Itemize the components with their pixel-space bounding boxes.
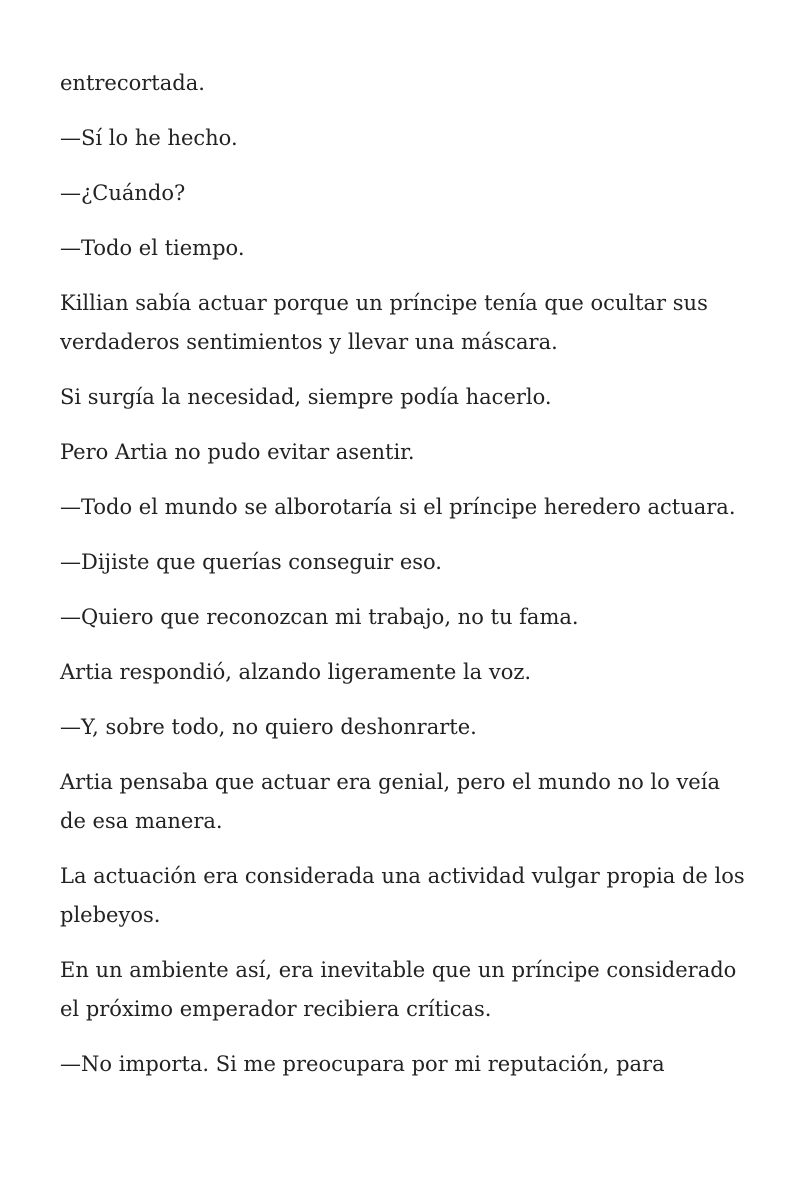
paragraph: —No importa. Si me preocupara por mi reputación, para (60, 1052, 665, 1076)
paragraph: entrecortada. (60, 71, 205, 95)
paragraph: —Dijiste que querías conseguir eso. (60, 550, 442, 574)
paragraph: Artia respondió, alzando ligeramente la voz. (60, 660, 532, 684)
book-page (60, 64, 750, 1100)
paragraph: Artia pensaba que actuar era genial, pero el mundo no lo veía de esa manera. (60, 770, 720, 833)
paragraph: —¿Cuándo? (60, 181, 186, 205)
paragraph: Killian sabía actuar porque un príncipe tenía que ocultar sus verdaderos sentimientos y llevar una máscara. (60, 291, 708, 354)
paragraph: —Todo el tiempo. (60, 236, 245, 260)
paragraph: —Todo el mundo se alborotaría si el príncipe heredero actuara. (60, 495, 736, 519)
paragraph: La actuación era considerada una actividad vulgar propia de los plebeyos. (60, 864, 745, 927)
paragraph: En un ambiente así, era inevitable que un príncipe considerado el próximo emperador recibiera críticas. (60, 958, 737, 1021)
paragraph: Pero Artia no pudo evitar asentir. (60, 440, 415, 464)
paragraph: —Sí lo he hecho. (60, 126, 238, 150)
paragraph: —Y, sobre todo, no quiero deshonrarte. (60, 715, 477, 739)
paragraph: Si surgía la necesidad, siempre podía hacerlo. (60, 385, 552, 409)
paragraph: —Quiero que reconozcan mi trabajo, no tu fama. (60, 605, 579, 629)
